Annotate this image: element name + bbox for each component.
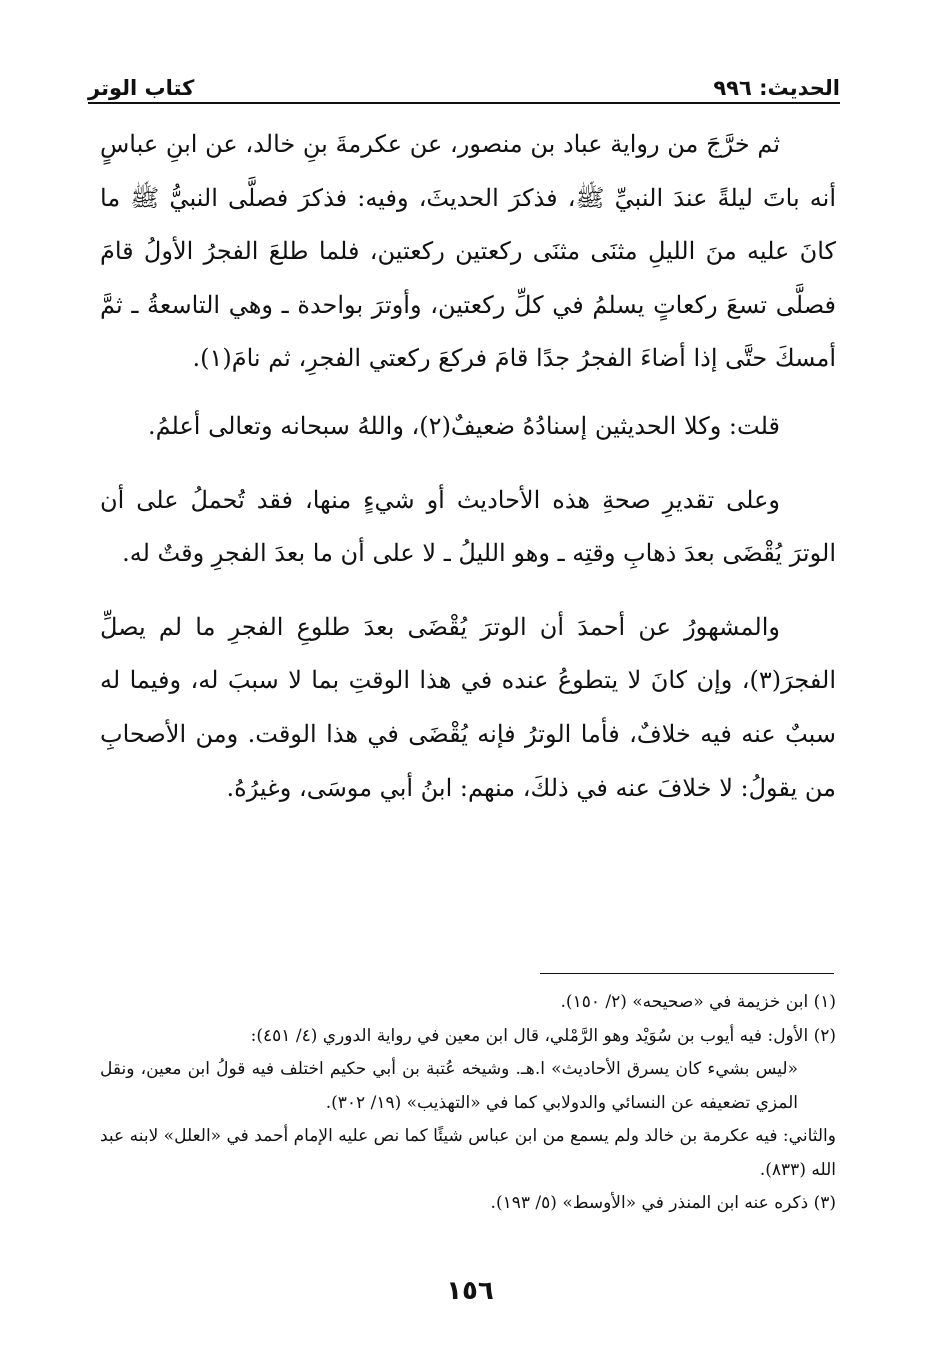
- footnote-1: (١) ابن خزيمة في «صحيحه» (٢/ ١٥٠).: [560, 992, 836, 1012]
- paragraph-3: وعلى تقديرِ صحةِ هذه الأحاديث أو شيءٍ منها، فقد تُحملُ على أن الوترَ يُقْضَى بعدَ ذهابِ وقتِه ـ وهو الليلُ ـ لا على أن ما بعدَ الفجرِ وقتٌ له.: [100, 485, 836, 568]
- paragraph-4: والمشهورُ عن أحمدَ أن الوترَ يُقْضَى بعدَ طلوعِ الفجرِ ما لم يصلِّ الفجرَ(٣)، وإن كانَ لا يتطوعُ عنده في هذا الوقتِ بما لا سببَ له، وفيما له سببٌ عنه فيه خلافٌ، فأما الوترُ فإنه يُقْضَى في هذا الوقت. ومن الأصحابِ من يقولُ: لا خلافَ عنه في ذلكَ، منهم: ابنُ أبي موسَى، وغيرُهُ.: [100, 612, 837, 802]
- header-hadith-number: الحديث: ٩٩٦: [713, 76, 840, 100]
- footnote-2: (٢) الأول: فيه أيوب بن سُوَيْد وهو الرَّمْلي، قال ابن معين في رواية الدوري (٤/ ٤٥١):: [250, 1025, 836, 1046]
- page-number: ١٥٦: [446, 1276, 494, 1306]
- footnotes: [100, 986, 836, 1221]
- running-header: [88, 66, 840, 100]
- paragraph-1: ثم خرَّجَ من رواية عباد بن منصور، عن عكرمةَ بنِ خالد، عن ابنِ عباسٍ أنه باتَ ليلةً عندَ النبيِّ ﷺ، فذكرَ الحديثَ، وفيه: فذكرَ فصلَّى النبيُّ ﷺ ما كانَ عليه منَ الليلِ مثنَى مثنَى ركعتين ركعتين، فلما طلعَ الفجرُ الأولُ قامَ فصلَّى تسعَ ركعاتٍ يسلمُ في كلِّ ركعتين، وأوترَ بواحدة ـ وهي التاسعةُ ـ ثمَّ أمسكَ حتَّى إذا أضاءَ الفجرُ جدًا قامَ فركعَ ركعتي الفجرِ، ثم نامَ(١).: [100, 130, 837, 373]
- footnote-3: (٣) ذكره عنه ابن المنذر في «الأوسط» (٥/ ١٩٣).: [490, 1193, 836, 1213]
- paragraph-2: قلت: وكلا الحديثين إسنادُهُ ضعيفٌ(٢)، واللهُ سبحانه وتعالى أعلمُ.: [147, 411, 780, 440]
- header-chapter-title: كتاب الوتر: [88, 76, 195, 100]
- footnote-2-second: والثاني: فيه عكرمة بن خالد ولم يسمع من ابن عباس شيئًا كما نص عليه الإمام أحمد في «العلل» لابنه عبد الله (٨٣٣).: [100, 1126, 836, 1180]
- footnote-separator: [540, 973, 834, 974]
- footnote-2-continuation: «ليس بشيء كان يسرق الأحاديث» ا.هـ. وشيخه عُتبة بن أبي حكيم اختلف فيه قولُ ابن معين، ونقل المزي تضعيفه عن النسائي والدولابي كما في «التهذيب» (١٩/ ٣٠٢).: [100, 1059, 798, 1113]
- main-text: [100, 118, 836, 829]
- header-rule: [88, 102, 840, 104]
